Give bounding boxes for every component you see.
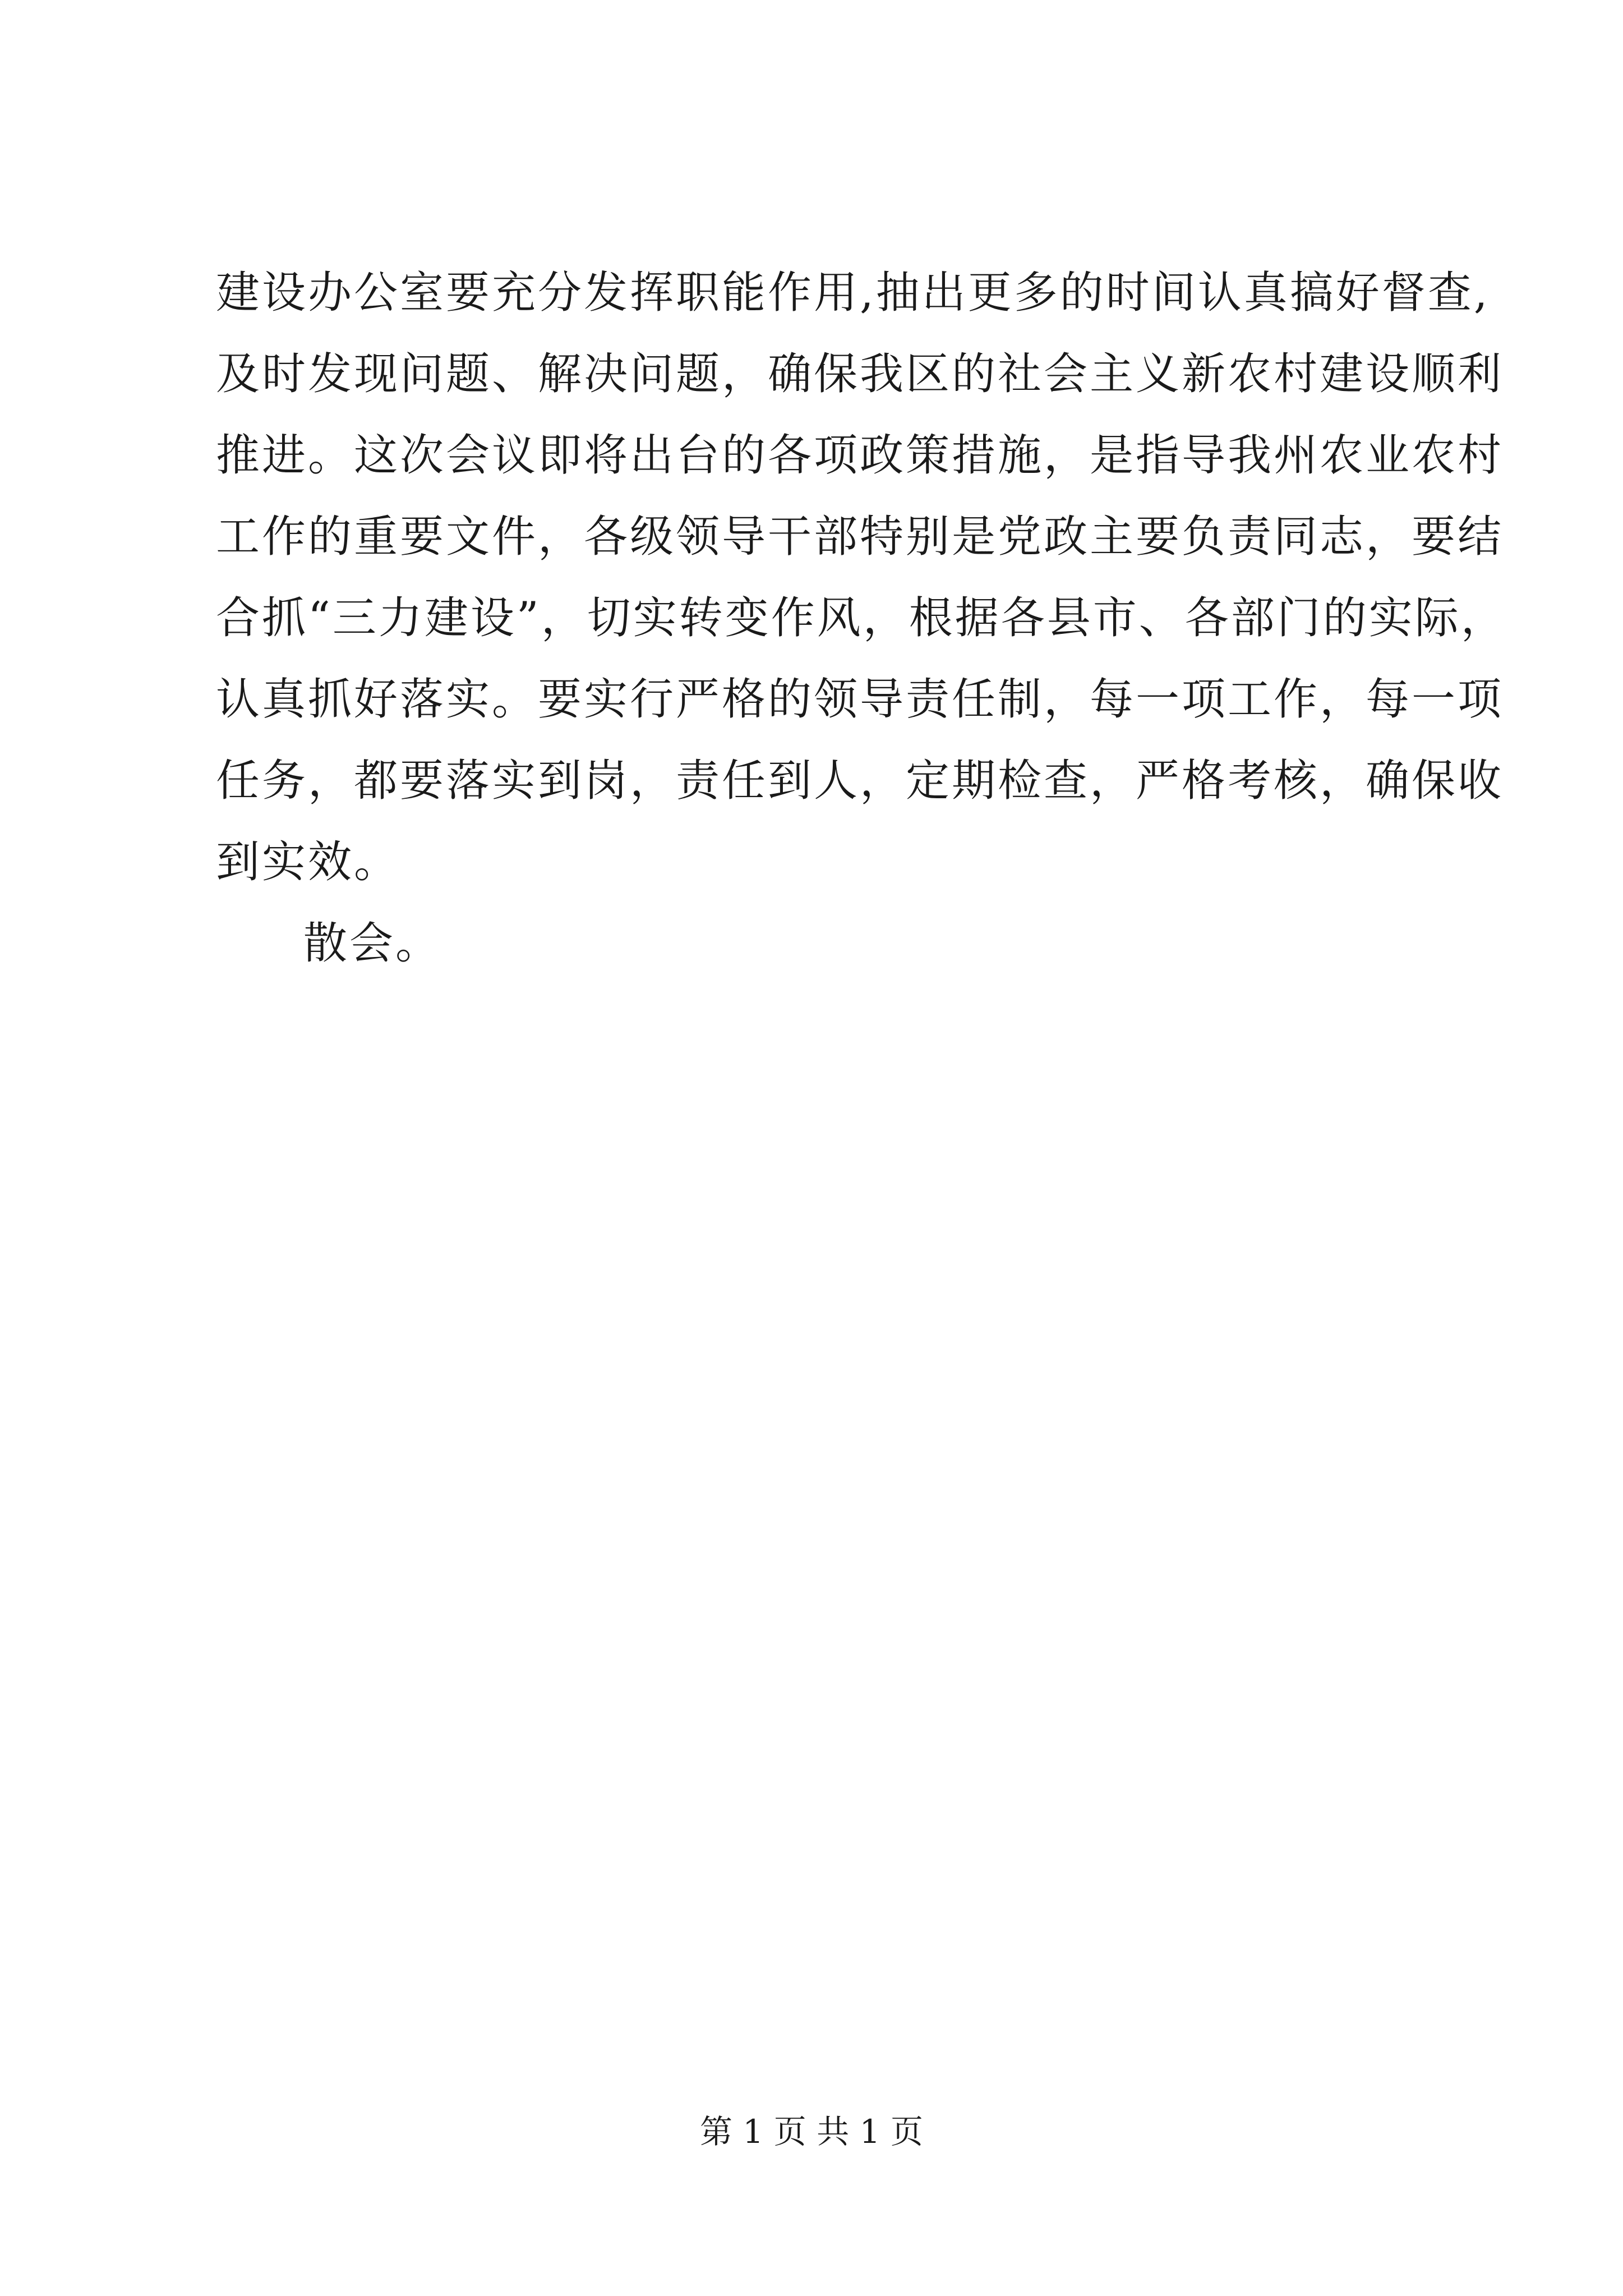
body-text <box>216 265 1507 997</box>
paragraph-line: 合抓“三力建设”，切实转变作风，根据各县市、各部门的实际， <box>216 593 1507 643</box>
closing-line: 散会。 <box>303 918 442 969</box>
paragraph-line: 推进。这次会议即将出台的各项政策措施，是指导我州农业农村 <box>216 430 1504 481</box>
paragraph-line: 工作的重要文件，各级领导干部特别是党政主要负责同志，要结 <box>216 512 1504 562</box>
paragraph-line: 到实效。 <box>216 837 400 887</box>
page-footer: 第 1 页 共 1 页 <box>700 2113 923 2151</box>
paragraph-line: 认真抓好落实。要实行严格的领导责任制，每一项工作，每一项 <box>216 674 1504 725</box>
paragraph-line: 及时发现问题、解决问题，确保我区的社会主义新农村建设顺利 <box>216 349 1504 399</box>
paragraph-line: 任务，都要落实到岗，责任到人，定期检查，严格考核，确保收 <box>216 756 1504 806</box>
paragraph-line: 建设办公室要充分发挥职能作用,抽出更多的时间认真搞好督查, <box>216 268 1490 318</box>
